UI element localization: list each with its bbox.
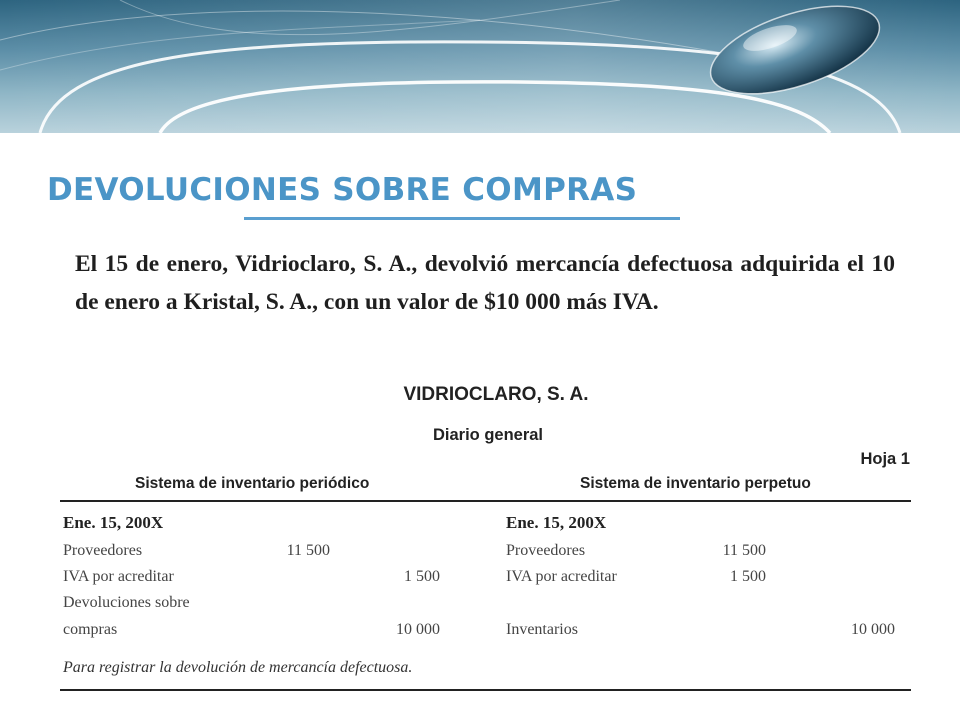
perpetual-account-proveedores: Proveedores [506,542,586,559]
periodic-entry-date: Ene. 15, 200X [63,513,164,532]
perpetual-entry-date: Ene. 15, 200X [506,513,607,532]
table-bottom-rule [60,689,911,691]
perpetual-account-inventarios: Inventarios [506,621,578,638]
perpetual-account-iva: IVA por acreditar [506,568,617,585]
sheet-number: Hoja 1 [860,450,910,468]
periodic-account-compras: compras [63,621,118,638]
intro-paragraph: El 15 de enero, Vidrioclaro, S. A., devolvió mercancía defectuosa adquirida el 10 de enero a Kristal, S. A., con un valor de $10 000 más IVA. [75,251,895,315]
periodic-debit-proveedores: 11 500 [286,542,330,559]
perpetual-credit-inventarios: 10 000 [851,621,895,638]
periodic-account-iva: IVA por acreditar [63,568,174,585]
periodic-system-heading: Sistema de inventario periódico [135,475,370,492]
table-top-rule [60,500,911,502]
slide-title: DEVOLUCIONES SOBRE COMPRAS [47,172,638,208]
periodic-credit-compras: 10 000 [396,621,440,638]
perpetual-debit-proveedores: 11 500 [722,542,766,559]
periodic-account-proveedores: Proveedores [63,542,143,559]
banner-decoration [0,0,960,133]
company-name: VIDRIOCLARO, S. A. [403,384,589,405]
periodic-credit-iva: 1 500 [404,568,440,585]
periodic-account-devoluciones: Devoluciones sobre [63,594,190,611]
perpetual-system-heading: Sistema de inventario perpetuo [580,475,811,492]
perpetual-debit-iva: 1 500 [730,568,766,585]
journal-book-name: Diario general [432,426,544,444]
entry-footnote: Para registrar la devolución de mercancía defectuosa. [63,659,413,676]
title-underline [244,217,680,220]
header-banner [0,0,960,133]
